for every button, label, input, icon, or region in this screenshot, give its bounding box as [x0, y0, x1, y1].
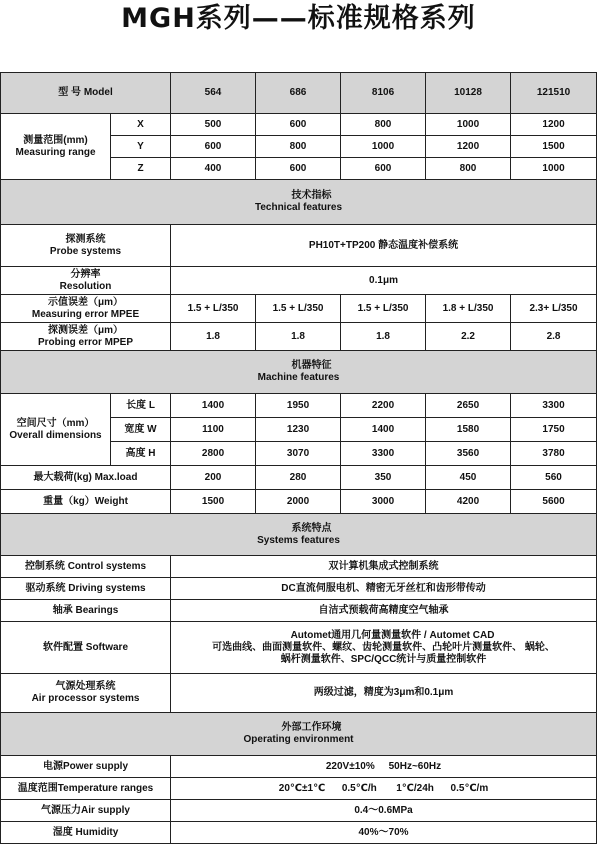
- spec-table: [0, 72, 597, 844]
- dim-value: 1400: [341, 418, 426, 442]
- load-label: 最大载荷(kg) Max.load: [1, 466, 171, 490]
- range-value: 600: [171, 136, 256, 158]
- range-value: 500: [171, 114, 256, 136]
- air-processor-row: [1, 674, 597, 713]
- mpee-value: 1.5 + L/350: [341, 295, 426, 323]
- load-value: 350: [341, 466, 426, 490]
- dim-value: 1950: [256, 394, 341, 418]
- range-value: 1500: [511, 136, 597, 158]
- air-supply-row: [1, 800, 597, 822]
- dim-value: 2650: [426, 394, 511, 418]
- mpep-row: [1, 323, 597, 351]
- range-value: 600: [341, 158, 426, 180]
- weight-row: [1, 490, 597, 514]
- software-value: Automet通用几何量测量软件 / Automet CAD 可选曲线、曲面测量软件、螺纹、齿轮测量软件、凸轮叶片测量软件、 蜗轮、 蜗杆测量软件、SPC/QCC统计与质量控制软件: [171, 622, 597, 674]
- mpep-value: 2.2: [426, 323, 511, 351]
- dim-value: 1100: [171, 418, 256, 442]
- section-heading: 机器特征 Machine features: [1, 351, 597, 394]
- control-row: [1, 556, 597, 578]
- section-technical: [1, 180, 597, 225]
- power-label: 电源Power supply: [1, 756, 171, 778]
- resolution-value: 0.1μm: [171, 267, 597, 295]
- range-value: 1000: [426, 114, 511, 136]
- range-value: 1200: [426, 136, 511, 158]
- humidity-value: 40%～70%: [171, 822, 597, 844]
- software-row: [1, 622, 597, 674]
- model-564: 564: [171, 73, 256, 114]
- dim-value: 3300: [341, 442, 426, 466]
- air-processor-label: 气源处理系统 Air processor systems: [1, 674, 171, 713]
- driving-label: 驱动系统 Driving systems: [1, 578, 171, 600]
- power-row: [1, 756, 597, 778]
- mpep-label: 探测误差（μm） Probing error MPEP: [1, 323, 171, 351]
- axis-label: Y: [111, 136, 171, 158]
- model-10128: 10128: [426, 73, 511, 114]
- probe-label: 探测系统 Probe systems: [1, 225, 171, 267]
- axis-label: Z: [111, 158, 171, 180]
- dim-value: 1400: [171, 394, 256, 418]
- dim-label: 长度 L: [111, 394, 171, 418]
- weight-value: 5600: [511, 490, 597, 514]
- dim-value: 1230: [256, 418, 341, 442]
- section-operating: [1, 713, 597, 756]
- dim-label: 宽度 W: [111, 418, 171, 442]
- range-value: 1000: [511, 158, 597, 180]
- section-heading: 技术指标 Technical features: [1, 180, 597, 225]
- bearings-label: 轴承 Bearings: [1, 600, 171, 622]
- air-supply-value: 0.4～0.6MPa: [171, 800, 597, 822]
- header-row: [1, 73, 597, 114]
- mpep-value: 1.8: [341, 323, 426, 351]
- dim-value: 2200: [341, 394, 426, 418]
- driving-row: [1, 578, 597, 600]
- bearings-row: [1, 600, 597, 622]
- humidity-label: 湿度 Humidity: [1, 822, 171, 844]
- probe-value: PH10T+TP200 静态温度补偿系统: [171, 225, 597, 267]
- weight-value: 1500: [171, 490, 256, 514]
- mpee-value: 2.3+ L/350: [511, 295, 597, 323]
- range-value: 800: [256, 136, 341, 158]
- range-row-x: [1, 114, 597, 136]
- resolution-row: [1, 267, 597, 295]
- dim-value: 1580: [426, 418, 511, 442]
- dim-value: 3560: [426, 442, 511, 466]
- driving-value: DC直流伺服电机、精密无牙丝杠和齿形带传动: [171, 578, 597, 600]
- range-value: 600: [256, 158, 341, 180]
- mpee-value: 1.8 + L/350: [426, 295, 511, 323]
- load-value: 200: [171, 466, 256, 490]
- range-value: 600: [256, 114, 341, 136]
- axis-label: X: [111, 114, 171, 136]
- dim-value: 3300: [511, 394, 597, 418]
- mpep-value: 2.8: [511, 323, 597, 351]
- range-value: 800: [341, 114, 426, 136]
- control-value: 双计算机集成式控制系统: [171, 556, 597, 578]
- measuring-range-label: 测量范围(mm) Measuring range: [1, 114, 111, 180]
- dim-value: 1750: [511, 418, 597, 442]
- temperature-row: [1, 778, 597, 800]
- mpee-label: 示值误差（μm） Measuring error MPEE: [1, 295, 171, 323]
- temperature-value: 20℃±1℃ 0.5℃/h 1℃/24h 0.5℃/m: [171, 778, 597, 800]
- section-heading: 系统特点 Systems features: [1, 514, 597, 556]
- range-value: 1000: [341, 136, 426, 158]
- weight-label: 重量（kg）Weight: [1, 490, 171, 514]
- resolution-label: 分辨率 Resolution: [1, 267, 171, 295]
- weight-value: 3000: [341, 490, 426, 514]
- software-label: 软件配置 Software: [1, 622, 171, 674]
- mpee-value: 1.5 + L/350: [256, 295, 341, 323]
- model-686: 686: [256, 73, 341, 114]
- temperature-label: 温度范围Temperature ranges: [1, 778, 171, 800]
- dim-value: 3070: [256, 442, 341, 466]
- power-value: 220V±10% 50Hz~60Hz: [171, 756, 597, 778]
- control-label: 控制系统 Control systems: [1, 556, 171, 578]
- probe-row: [1, 225, 597, 267]
- mpee-value: 1.5 + L/350: [171, 295, 256, 323]
- dim-value: 2800: [171, 442, 256, 466]
- humidity-row: [1, 822, 597, 844]
- air-supply-label: 气源压力Air supply: [1, 800, 171, 822]
- model-121510: 121510: [511, 73, 597, 114]
- mpep-value: 1.8: [171, 323, 256, 351]
- model-8106: 8106: [341, 73, 426, 114]
- mpee-row: [1, 295, 597, 323]
- range-value: 800: [426, 158, 511, 180]
- weight-value: 2000: [256, 490, 341, 514]
- dims-label: 空间尺寸（mm） Overall dimensions: [1, 394, 111, 466]
- range-value: 400: [171, 158, 256, 180]
- load-row: [1, 466, 597, 490]
- section-heading: 外部工作环境 Operating environment: [1, 713, 597, 756]
- section-machine: [1, 351, 597, 394]
- dims-row-length: [1, 394, 597, 418]
- section-systems: [1, 514, 597, 556]
- dim-value: 3780: [511, 442, 597, 466]
- air-processor-value: 两级过滤，精度为3μm和0.1μm: [171, 674, 597, 713]
- weight-value: 4200: [426, 490, 511, 514]
- mpep-value: 1.8: [256, 323, 341, 351]
- range-value: 1200: [511, 114, 597, 136]
- model-label: 型 号 Model: [1, 73, 171, 114]
- bearings-value: 自洁式预载荷高精度空气轴承: [171, 600, 597, 622]
- load-value: 450: [426, 466, 511, 490]
- load-value: 280: [256, 466, 341, 490]
- page-title: MGH系列——标准规格系列: [121, 3, 476, 34]
- dim-label: 高度 H: [111, 442, 171, 466]
- load-value: 560: [511, 466, 597, 490]
